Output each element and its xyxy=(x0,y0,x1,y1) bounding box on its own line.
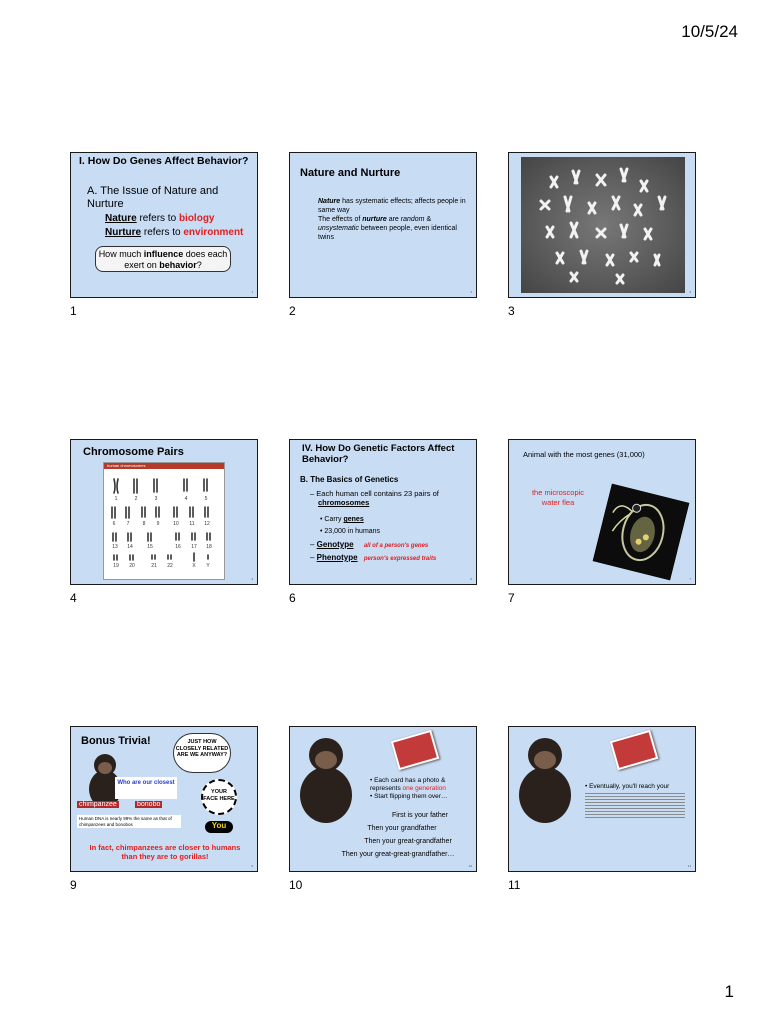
karyo-label: 20 xyxy=(129,563,135,569)
thought-bubble: JUST HOW CLOSELY RELATED ARE WE ANYWAY? xyxy=(173,733,231,773)
slide-number: 3 xyxy=(689,290,691,294)
question-box: How much influence does each exert on behavior? xyxy=(95,246,231,272)
slide-caption: 3 xyxy=(508,304,515,318)
karyo-label: 13 xyxy=(112,544,118,550)
karyo-label: 3 xyxy=(154,496,158,502)
slide-number: 10 xyxy=(468,864,472,868)
slide-caption: 10 xyxy=(289,878,303,892)
karyotype-header: human chromosomes xyxy=(104,463,224,469)
karyo-label: 10 xyxy=(173,521,179,527)
you-badge: You xyxy=(205,821,233,833)
slide-caption: 2 xyxy=(289,304,296,318)
karyo-label: 5 xyxy=(204,496,208,502)
eventually-bullet: • Eventually, you'll reach your xyxy=(585,783,670,790)
genotype-line: – Genotype all of a person's genes xyxy=(310,540,429,549)
slide-caption: 4 xyxy=(70,591,77,605)
bullet-cells: – Each human cell contains 23 pairs of chromosomes xyxy=(310,489,439,507)
who-box: Who are our closest xyxy=(115,777,177,799)
slide-number: 7 xyxy=(689,577,691,581)
chimp-label: chimpanzee xyxy=(79,801,117,808)
slide-number: 9 xyxy=(251,864,253,868)
nature-line: Nature refers to biology xyxy=(105,213,215,224)
nurture-line: Nurture refers to environment xyxy=(105,227,244,238)
heading-number: I. xyxy=(79,155,85,167)
slide-subheading: B. The Basics of Genetics xyxy=(300,475,399,484)
bonobo-label: bonobo xyxy=(137,801,161,808)
playing-card-icon xyxy=(610,730,659,770)
karyo-label: X xyxy=(192,563,196,569)
karyo-label: 8 xyxy=(142,521,146,527)
generation-list: First is your father Then your grandfather Then your great-grandfather Then your great-great-grandfather… xyxy=(341,812,455,858)
your-face-badge: YOUR FACE HERE xyxy=(201,779,237,815)
karyo-label: 19 xyxy=(113,563,119,569)
slide-1[interactable] xyxy=(70,152,258,298)
karyo-label: 1 xyxy=(114,496,118,502)
repeated-lines xyxy=(585,793,685,819)
water-flea-photo xyxy=(593,484,690,581)
karyo-label: 6 xyxy=(112,521,116,527)
chimp-photo xyxy=(513,733,577,825)
karyo-label: 11 xyxy=(189,521,195,527)
karyo-label: 12 xyxy=(204,521,210,527)
heading-text: How Do Genes Affect Behavior? xyxy=(87,155,249,167)
slide-4[interactable] xyxy=(70,439,258,585)
karyo-label: 7 xyxy=(126,521,130,527)
slide-11[interactable] xyxy=(508,726,696,872)
slide-10[interactable] xyxy=(289,726,477,872)
slide-heading: IV. How Do Genetic Factors Affect Behavior? xyxy=(302,443,455,465)
slide-number: 1 xyxy=(251,290,253,294)
slide-2[interactable] xyxy=(289,152,477,298)
karyo-label: Y xyxy=(206,563,210,569)
slide-number: 6 xyxy=(470,577,472,581)
slide-title: Chromosome Pairs xyxy=(83,446,184,458)
slide-title: Animal with the most genes (31,000) xyxy=(523,450,645,459)
date: 10/5/24 xyxy=(681,22,738,41)
chromosome-micrograph xyxy=(521,157,685,293)
dna-note: Human DNA is nearly 99% the same as that of chimpanzees and bonobos xyxy=(77,815,181,828)
chromosomes-image xyxy=(521,157,685,293)
karyo-label: 9 xyxy=(156,521,160,527)
playing-card-icon xyxy=(391,730,440,770)
flea-label: the microscopic water flea xyxy=(531,488,585,507)
phenotype-line: – Phenotype person's expressed traits xyxy=(310,553,437,562)
slide-7[interactable] xyxy=(508,439,696,585)
bullet-genes: • Carry genes xyxy=(320,516,364,523)
slide-heading xyxy=(79,155,251,167)
slide-title: Bonus Trivia! xyxy=(81,735,151,747)
karyo-label: 18 xyxy=(206,544,212,550)
slide-number: 2 xyxy=(470,290,472,294)
page-number: 1 xyxy=(724,982,734,1001)
slide-caption: 6 xyxy=(289,591,296,605)
slide-number: 4 xyxy=(251,577,253,581)
card-bullets: • Each card has a photo & represents one generation • Start flipping them over… xyxy=(370,777,448,800)
slide-caption: 9 xyxy=(70,878,77,892)
karyo-label: 16 xyxy=(175,544,181,550)
slide-caption: 11 xyxy=(508,878,521,892)
slide-subheading: A. The Issue of Nature and Nurture xyxy=(87,185,219,210)
karyo-label: 17 xyxy=(191,544,197,550)
slide-caption: 1 xyxy=(70,304,77,318)
karyo-label: 21 xyxy=(151,563,157,569)
karyo-label: 14 xyxy=(127,544,133,550)
slide-6[interactable] xyxy=(289,439,477,585)
slide-number: 11 xyxy=(687,864,691,868)
karyotype-chart xyxy=(103,462,225,580)
slide-caption: 7 xyxy=(508,591,515,605)
slide-title: Nature and Nurture xyxy=(300,167,401,179)
karyo-label: 4 xyxy=(184,496,188,502)
closer-text: In fact, chimpanzees are closer to humans than they are to gorillas! xyxy=(89,843,241,861)
karyotype-image xyxy=(104,469,224,579)
karyo-label: 15 xyxy=(147,544,153,550)
bullet-count: • 23,000 in humans xyxy=(320,528,381,535)
slide-3[interactable] xyxy=(508,152,696,298)
karyo-label: 2 xyxy=(134,496,138,502)
karyo-label: 22 xyxy=(167,563,173,569)
slide-9[interactable] xyxy=(70,726,258,872)
slide-body: Nature has systematic effects; affects people in same way The effects of nurture are random & unsystematic between people, even identical twins xyxy=(318,198,466,241)
water-flea-image xyxy=(593,484,690,581)
